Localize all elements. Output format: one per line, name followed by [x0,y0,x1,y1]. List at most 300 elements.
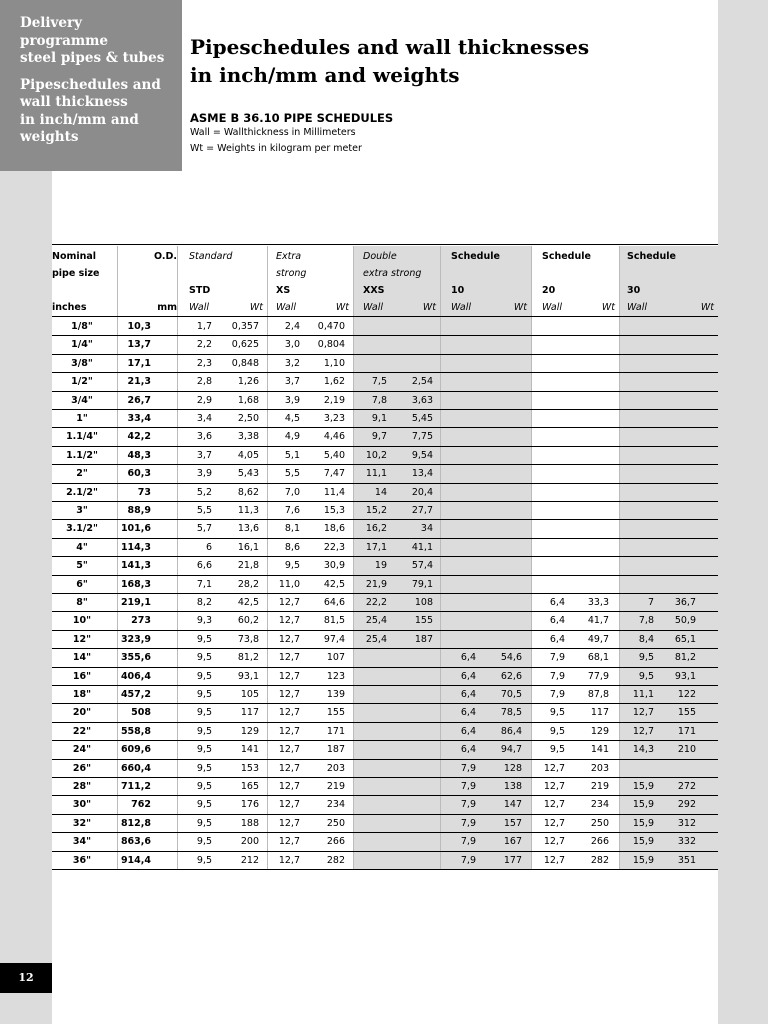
table-row-value: 68,1 [587,652,609,664]
header-group-1-label: Extra [276,251,302,262]
table-row-value: 3,6 [196,431,212,443]
table-row-value: 42,5 [237,597,259,608]
table-row-value: 12,7 [543,854,565,866]
table-row-value: 157 [503,817,522,829]
table-row-od: 13,7 [127,339,151,351]
pipe-schedule-table [52,244,718,870]
table-row-value: 266 [590,836,609,848]
table-row-value: 139 [326,689,345,700]
table-row-value: 9,5 [549,725,565,737]
table-row-value: 117 [590,707,609,719]
table-top-rule [52,244,718,245]
table-row-value: 11,1 [632,689,654,700]
table-row-value: 6,6 [196,560,212,572]
header-wt-label: Wt [249,302,263,313]
table-row-value: 36,7 [674,597,696,608]
table-row-value: 5,2 [196,486,212,498]
table-row-value: 250 [590,817,609,829]
table-row-od: 10,3 [127,321,151,332]
header-nominal-label: pipe size [52,268,100,279]
table-row-value: 81,5 [323,615,345,627]
table-row-value: 50,9 [674,615,696,627]
table-row-value: 171 [677,725,696,737]
table-row-od: 609,6 [120,744,151,756]
table-row-size: 2.1/2" [66,486,98,498]
table-row-value: 7,47 [323,468,345,480]
table-row-value: 33,3 [587,597,609,608]
table-row-value: 234 [590,799,609,811]
table-row-value: 93,1 [237,670,259,682]
row-rule [52,335,718,336]
table-row-value: 0,625 [231,339,259,351]
table-row-value: 272 [677,781,696,792]
table-row-value: 7 [647,597,654,608]
section-sidebar-box [0,0,182,171]
table-row-value: 155 [677,707,696,719]
table-row-value: 6,4 [460,652,476,664]
header-group-4-label: 20 [542,285,556,296]
table-row-od: 26,7 [127,394,151,406]
table-row-value: 107 [326,652,345,664]
header-group-3-label [451,265,531,283]
table-row-size: 1.1/4" [66,431,98,443]
table-row-value: 167 [503,836,522,848]
table-row-value: 129 [240,725,259,737]
table-row-value: 12,7 [278,652,300,664]
table-row-value: 2,3 [196,357,212,369]
table-subtitle: ASME B 36.10 PIPE SCHEDULES [190,111,394,125]
table-row-size: 26" [72,762,92,774]
table-row-value: 266 [326,836,345,848]
table-row-value: 234 [326,799,345,811]
table-row-value: 7,5 [371,376,387,388]
table-row-value: 8,62 [237,486,259,498]
table-row-value: 81,2 [237,652,259,664]
table-row-value: 70,5 [500,689,522,700]
table-row-value: 94,7 [500,744,522,756]
table-row-value: 2,19 [323,394,345,406]
table-row-value: 11,4 [323,486,345,498]
header-wt-label: Wt [335,302,349,313]
header-group-5-label [627,265,718,283]
table-row-value: 64,6 [323,597,345,608]
table-row-value: 27,7 [411,505,433,516]
table-row-value: 15,3 [323,505,345,516]
table-row-value: 12,7 [632,725,654,737]
table-row-od: 219,1 [120,597,151,608]
table-row-size: 12" [72,633,92,645]
table-row-value: 9,5 [549,707,565,719]
table-row-value: 9,7 [371,431,387,443]
header-group-2-label: extra strong [363,268,422,279]
header-group-3-label: Schedule [451,251,500,262]
table-row-value: 282 [590,854,609,866]
table-row-size: 16" [72,670,92,682]
section-heading: Delivery programme steel pipes & tubes [20,15,165,66]
table-row-value: 200 [240,836,259,848]
table-row-value: 212 [240,854,259,866]
table-row-value: 128 [503,762,522,774]
table-row-value: 22,2 [365,597,387,608]
right-margin-strip [718,0,768,1024]
header-od-label: mm [157,302,177,313]
table-row-size: 24" [72,744,92,756]
table-row-value: 12,7 [278,836,300,848]
table-row-value: 12,7 [278,744,300,756]
table-row-value: 176 [240,799,259,811]
table-row-od: 812,8 [120,817,151,829]
table-row-value: 34 [420,523,433,535]
table-row-value: 7,9 [460,854,476,866]
table-row-value: 12,7 [543,762,565,774]
table-row-value: 177 [503,854,522,866]
table-row-value: 5,7 [196,523,212,535]
table-row-value: 86,4 [500,725,522,737]
table-row-value: 93,1 [674,670,696,682]
table-row-value: 16,2 [365,523,387,535]
table-row-od: 141,3 [120,560,151,572]
table-row-value: 203 [590,762,609,774]
table-row-value: 57,4 [411,560,433,572]
table-row-od: 457,2 [120,689,151,700]
table-row-size: 5" [76,560,88,572]
table-row-value: 188 [240,817,259,829]
table-row-value: 3,4 [196,413,212,424]
table-row-value: 9,5 [196,707,212,719]
table-row-od: 355,6 [120,652,151,664]
header-group-2-label: Double [363,251,397,262]
legend-wall: Wall = Wallthickness in Millimeters [190,127,356,138]
table-row-value: 12,7 [543,817,565,829]
header-wt-label: Wt [700,302,714,313]
table-row-od: 660,4 [120,762,151,774]
table-row-value: 8,6 [284,541,300,553]
table-row-value: 28,2 [237,578,259,590]
table-row-value: 11,0 [278,578,300,590]
table-row-value: 5,5 [196,505,212,516]
table-row-value: 129 [590,725,609,737]
table-row-od: 558,8 [120,725,151,737]
table-row-value: 6,4 [460,725,476,737]
header-od-label [117,282,177,300]
table-row-size: 1/2" [71,376,93,388]
table-row-value: 7,9 [460,781,476,792]
table-row-value: 0,804 [317,339,345,351]
table-row-value: 147 [503,799,522,811]
header-wt-label: Wt [422,302,436,313]
header-group-2-label: XXS [363,285,385,296]
table-row-value: 15,9 [632,817,654,829]
table-row-value: 7,9 [460,762,476,774]
table-row-value: 7,9 [549,689,565,700]
table-row-value: 12,7 [278,799,300,811]
table-row-value: 1,26 [237,376,259,388]
table-row-value: 22,3 [323,541,345,553]
table-row-value: 122 [677,689,696,700]
table-row-value: 12,7 [278,633,300,645]
table-row-value: 0,470 [317,321,345,332]
table-row-value: 12,7 [278,762,300,774]
table-row-value: 1,10 [323,357,345,369]
legend-weight: Wt = Weights in kilogram per meter [190,143,362,154]
table-row-value: 12,7 [543,836,565,848]
table-row-value: 219 [590,781,609,792]
table-row-value: 6,4 [460,744,476,756]
table-row-value: 108 [414,597,433,608]
table-row-od: 88,9 [127,505,151,516]
table-row-value: 15,9 [632,836,654,848]
table-row-value: 18,6 [323,523,345,535]
table-row-value: 332 [677,836,696,848]
table-row-value: 7,9 [460,836,476,848]
table-row-value: 25,4 [365,615,387,627]
table-row-value: 9,5 [638,652,654,664]
table-row-value: 5,43 [237,468,259,480]
table-row-value: 8,2 [196,597,212,608]
table-row-value: 155 [326,707,345,719]
table-row-value: 15,9 [632,854,654,866]
table-row-value: 49,7 [587,633,609,645]
table-row-value: 0,848 [231,357,259,369]
table-row-value: 12,7 [543,781,565,792]
table-row-value: 5,40 [323,449,345,461]
table-row-value: 3,63 [411,394,433,406]
header-group-0-label [189,265,267,283]
header-nominal-label: inches [52,302,87,313]
table-row-value: 78,5 [500,707,522,719]
header-wall-label: Wall [451,302,471,313]
table-row-value: 87,8 [587,689,609,700]
table-row-value: 15,9 [632,781,654,792]
table-row-value: 12,7 [278,670,300,682]
table-row-value: 14,3 [632,744,654,756]
table-row-value: 6,4 [460,670,476,682]
table-row-value: 79,1 [411,578,433,590]
table-row-value: 9,5 [196,670,212,682]
table-row-value: 9,5 [196,762,212,774]
table-row-value: 3,9 [196,468,212,480]
header-wall-label: Wall [363,302,383,313]
table-row-value: 9,5 [196,854,212,866]
table-row-value: 14 [374,486,387,498]
table-row-size: 1" [76,413,88,424]
table-row-od: 21,3 [127,376,151,388]
table-row-value: 30,9 [323,560,345,572]
table-row-value: 12,7 [278,817,300,829]
table-row-size: 3" [76,505,88,516]
table-row-value: 5,1 [284,449,300,461]
table-row-value: 4,9 [284,431,300,443]
table-row-size: 1/8" [71,321,93,332]
header-group-0-label: Standard [189,251,233,262]
table-row-value: 41,1 [411,541,433,553]
table-row-value: 7,1 [196,578,212,590]
table-row-value: 9,54 [411,449,433,461]
table-row-value: 13,4 [411,468,433,480]
table-row-value: 7,0 [284,486,300,498]
table-row-value: 2,8 [196,376,212,388]
table-row-value: 123 [326,670,345,682]
table-row-value: 9,5 [196,744,212,756]
table-row-value: 153 [240,762,259,774]
table-row-value: 60,2 [237,615,259,627]
table-row-value: 12,7 [278,615,300,627]
table-row-value: 292 [677,799,696,811]
table-row-value: 3,23 [323,413,345,424]
table-row-value: 6,4 [460,689,476,700]
table-row-size: 10" [72,615,92,627]
table-row-value: 9,5 [196,781,212,792]
table-row-value: 54,6 [500,652,522,664]
table-row-size: 3/4" [71,394,93,406]
table-row-value: 141 [590,744,609,756]
table-row-value: 10,2 [365,449,387,461]
table-row-value: 2,50 [237,413,259,424]
table-row-value: 65,1 [674,633,696,645]
table-row-size: 14" [72,652,92,664]
table-row-value: 2,4 [284,321,300,332]
header-group-3-label: 10 [451,285,465,296]
table-row-value: 6,4 [549,615,565,627]
table-row-value: 9,1 [371,413,387,424]
table-row-value: 1,68 [237,394,259,406]
table-row-value: 7,9 [549,670,565,682]
table-row-od: 863,6 [120,836,151,848]
header-group-5-label: Schedule [627,251,676,262]
table-row-value: 12,7 [278,597,300,608]
table-row-value: 9,5 [549,744,565,756]
header-od-label: O.D. [154,251,177,262]
header-wall-label: Wall [542,302,562,313]
table-row-od: 114,3 [120,541,151,553]
table-row-value: 5,45 [411,413,433,424]
table-row-value: 9,5 [196,725,212,737]
table-row-value: 312 [677,817,696,829]
table-row-size: 2" [76,468,88,480]
section-subheading: Pipeschedules and wall thickness in inch/mm and weights [20,76,161,145]
table-row-value: 6,4 [549,633,565,645]
table-row-value: 3,9 [284,394,300,406]
table-row-value: 1,7 [196,321,212,332]
table-row-od: 323,9 [120,633,151,645]
table-row-value: 2,54 [411,376,433,388]
table-row-size: 3.1/2" [66,523,98,535]
table-row-od: 48,3 [127,449,151,461]
page-number: 12 [0,963,52,993]
table-row-value: 7,9 [460,817,476,829]
header-wt-label: Wt [601,302,615,313]
table-row-value: 9,3 [196,615,212,627]
table-row-value: 20,4 [411,486,433,498]
table-row-value: 21,8 [237,560,259,572]
table-row-value: 9,5 [196,633,212,645]
table-row-od: 42,2 [127,431,151,443]
table-row-value: 4,46 [323,431,345,443]
table-row-od: 17,1 [127,357,151,369]
table-row-value: 62,6 [500,670,522,682]
table-row-value: 12,7 [278,689,300,700]
table-row-value: 187 [414,633,433,645]
table-row-od: 711,2 [120,781,151,792]
table-row-size: 34" [72,836,92,848]
table-row-size: 8" [76,597,88,608]
table-row-value: 6 [205,541,212,553]
table-row-od: 101,6 [120,523,151,535]
table-row-value: 7,6 [284,505,300,516]
table-row-od: 33,4 [127,413,151,424]
header-nominal-label [52,282,122,300]
table-row-value: 250 [326,817,345,829]
header-od-label [117,265,177,283]
table-row-value: 11,1 [365,468,387,480]
table-row-size: 22" [72,725,92,737]
table-row-od: 73 [137,486,151,498]
header-group-4-label: Schedule [542,251,591,262]
table-row-value: 6,4 [460,707,476,719]
table-row-value: 9,5 [196,652,212,664]
table-row-value: 77,9 [587,670,609,682]
table-row-od: 168,3 [120,578,151,590]
table-row-size: 4" [76,541,88,553]
header-wall-label: Wall [189,302,209,313]
header-group-1-label: XS [276,285,291,296]
table-row-value: 12,7 [278,854,300,866]
table-row-value: 138 [503,781,522,792]
table-row-value: 155 [414,615,433,627]
table-row-value: 351 [677,854,696,866]
table-row-od: 406,4 [120,670,151,682]
table-row-value: 9,5 [284,560,300,572]
table-row-value: 8,1 [284,523,300,535]
table-row-value: 9,5 [196,817,212,829]
table-row-size: 20" [72,707,92,719]
table-row-size: 3/8" [71,357,93,369]
table-row-size: 28" [72,781,92,792]
table-row-value: 17,1 [365,541,387,553]
table-row-value: 7,9 [460,799,476,811]
table-row-value: 12,7 [543,799,565,811]
table-row-value: 210 [677,744,696,756]
header-wt-label: Wt [513,302,527,313]
table-row-value: 141 [240,744,259,756]
table-row-value: 9,5 [196,836,212,848]
table-row-od: 508 [131,707,151,719]
table-row-value: 9,5 [196,689,212,700]
table-row-value: 21,9 [365,578,387,590]
row-rule [52,354,718,355]
table-row-od: 914,4 [120,854,151,866]
table-row-size: 30" [72,799,92,811]
table-row-value: 97,4 [323,633,345,645]
header-nominal-label: Nominal [52,251,97,262]
table-row-value: 282 [326,854,345,866]
table-row-value: 12,7 [278,725,300,737]
table-row-value: 117 [240,707,259,719]
table-row-value: 7,8 [638,615,654,627]
table-row-value: 25,4 [365,633,387,645]
table-row-size: 18" [72,689,92,700]
table-row-od: 273 [131,615,151,627]
header-group-4-label [542,265,619,283]
table-row-value: 9,5 [196,799,212,811]
table-row-od: 60,3 [127,468,151,480]
table-row-value: 12,7 [278,781,300,792]
table-row-value: 12,7 [632,707,654,719]
table-row-value: 11,3 [237,505,259,516]
table-row-value: 15,2 [365,505,387,516]
table-row-value: 12,7 [278,707,300,719]
table-row-value: 0,357 [231,321,259,332]
